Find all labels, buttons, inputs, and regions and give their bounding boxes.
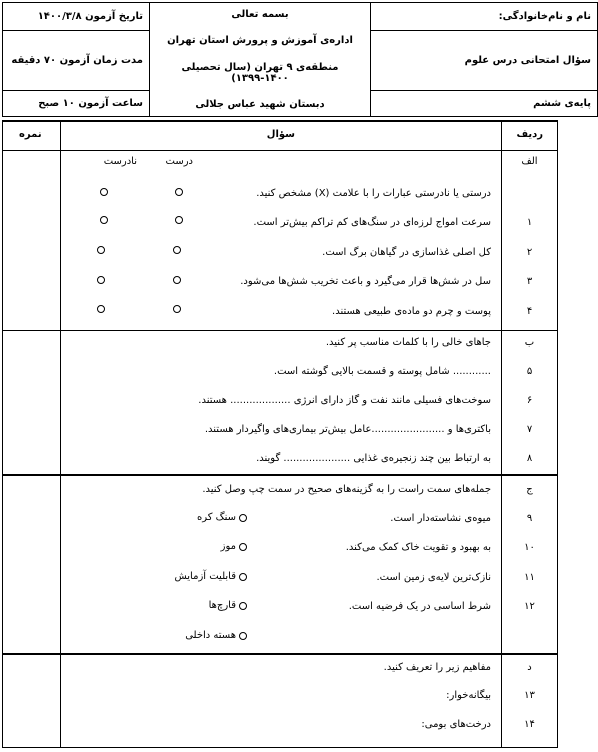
item-1-text: سرعت امواج لرزه‌ای در سنگ‌های کم تراکم بیش‌تر است. xyxy=(253,217,491,228)
match-option-4[interactable]: قارچ‌ها xyxy=(209,600,247,611)
item-1-true-radio[interactable] xyxy=(175,216,183,224)
column-header xyxy=(3,122,557,151)
match-option-1[interactable]: سنگ کره xyxy=(197,512,247,523)
basmala: بسمه تعالی xyxy=(231,8,289,20)
exam-title: سؤال امتحانی درس علوم xyxy=(371,31,598,91)
item-14-text: درخت‌های بومی: xyxy=(421,719,491,730)
school-line: دبستان شهید عباس جلالی xyxy=(195,99,325,111)
exam-sheet xyxy=(2,2,591,748)
header-center xyxy=(150,3,371,117)
true-col-label: درست xyxy=(165,156,193,167)
item-9-text: میوه‌ی نشاسته‌دار است. xyxy=(390,513,491,524)
section-a-intro: درستی یا نادرستی عبارات را با علامت (X) مشخص کنید. xyxy=(256,188,491,199)
false-col-label: نادرست xyxy=(103,156,137,167)
exam-date: تاریخ آزمون ۱۴۰۰/۳/۸ xyxy=(3,3,150,31)
item-13-num: ۱۳ xyxy=(524,690,535,701)
item-8-num: ۸ xyxy=(526,453,533,464)
questions-table xyxy=(2,120,558,748)
item-2-num: ۲ xyxy=(526,247,533,258)
item-10-num: ۱۰ xyxy=(524,542,535,553)
item-11-num: ۱۱ xyxy=(524,572,535,583)
item-6-text: سوخت‌های فسیلی مانند نفت و گاز دارای انرژی ................... هستند. xyxy=(198,395,491,406)
item-10-text: به بهبود و تقویت خاک کمک می‌کند. xyxy=(345,542,491,553)
item-4-num: ۴ xyxy=(526,306,533,317)
item-6-num: ۶ xyxy=(526,395,533,406)
section-d-label: د xyxy=(527,662,532,673)
section-d-intro: مفاهیم زیر را تعریف کنید. xyxy=(383,662,491,673)
item-3-text: سل در شش‌ها قرار می‌گیرد و باعث تخریب شش‌ها می‌شود. xyxy=(240,276,491,287)
item-4-false-radio[interactable] xyxy=(97,305,105,313)
match-option-2[interactable]: موز xyxy=(221,541,247,552)
exam-time: ساعت آزمون ۱۰ صبح xyxy=(3,91,150,117)
item-8-text: به ارتباط بین چند زنجیره‌ی غذایی ..................... گویند. xyxy=(256,453,491,464)
item-1-num: ۱ xyxy=(526,217,533,228)
item-13-text: بیگانه‌خوار: xyxy=(446,690,491,701)
match-option-3[interactable]: قابلیت آزمایش xyxy=(175,571,247,582)
item-2-false-radio[interactable] xyxy=(97,246,105,254)
match-option-2-radio[interactable] xyxy=(239,543,247,551)
grade-label: پایه‌ی ششم xyxy=(371,91,598,117)
item-4-text: پوست و چرم دو ماده‌ی طبیعی هستند. xyxy=(332,306,491,317)
intro-true-radio[interactable] xyxy=(175,188,183,196)
col-row: ردیف xyxy=(516,129,543,140)
col-question: سؤال xyxy=(266,129,295,140)
item-1-false-radio[interactable] xyxy=(100,216,108,224)
section-b-intro: جاهای خالی را با کلمات مناسب پر کنید. xyxy=(325,337,491,348)
item-3-num: ۳ xyxy=(526,276,533,287)
section-b-label: ب xyxy=(524,337,535,348)
section-c-intro: جمله‌های سمت راست را به گزینه‌های صحیح در سمت چپ وصل کنید. xyxy=(202,484,491,495)
item-7-text: باکتری‌ها و .......................عامل بیش‌تر بیماری‌های واگیردار هستند. xyxy=(204,424,491,435)
match-option-4-radio[interactable] xyxy=(239,602,247,610)
item-12-text: شرط اساسی در یک فرضیه است. xyxy=(348,601,491,612)
item-5-text: ............ شامل پوسته و قسمت بالایی گوشته است. xyxy=(273,366,491,377)
intro-false-radio[interactable] xyxy=(100,188,108,196)
item-3-false-radio[interactable] xyxy=(97,276,105,284)
item-11-text: نازک‌ترین لایه‌ی زمین است. xyxy=(376,572,491,583)
match-option-5-radio[interactable] xyxy=(239,632,247,640)
item-14-num: ۱۴ xyxy=(524,719,535,730)
exam-header xyxy=(2,2,598,117)
student-name-label: نام و نام‌خانوادگی: xyxy=(371,3,598,31)
exam-duration: مدت زمان آزمون ۷۰ دقیقه xyxy=(3,31,150,91)
col-score: نمره xyxy=(19,129,42,140)
item-2-true-radio[interactable] xyxy=(173,246,181,254)
item-4-true-radio[interactable] xyxy=(173,305,181,313)
match-option-5[interactable]: هسته داخلی xyxy=(185,630,247,641)
section-a-label: الف xyxy=(521,156,538,167)
item-5-num: ۵ xyxy=(526,366,533,377)
item-7-num: ۷ xyxy=(526,424,533,435)
item-3-true-radio[interactable] xyxy=(173,276,181,284)
region-line: منطقه‌ی ۹ تهران (سال تحصیلی ۱۴۰۰-۱۳۹۹) xyxy=(181,61,339,84)
match-option-1-radio[interactable] xyxy=(239,514,247,522)
section-c-label: ج xyxy=(526,484,533,495)
match-option-3-radio[interactable] xyxy=(239,573,247,581)
org-line: اداره‌ی آموزش و پرورش استان تهران xyxy=(167,35,353,47)
item-2-text: کل اصلی غذاسازی در گیاهان برگ است. xyxy=(322,247,491,258)
item-9-num: ۹ xyxy=(526,513,533,524)
item-12-num: ۱۲ xyxy=(524,601,535,612)
